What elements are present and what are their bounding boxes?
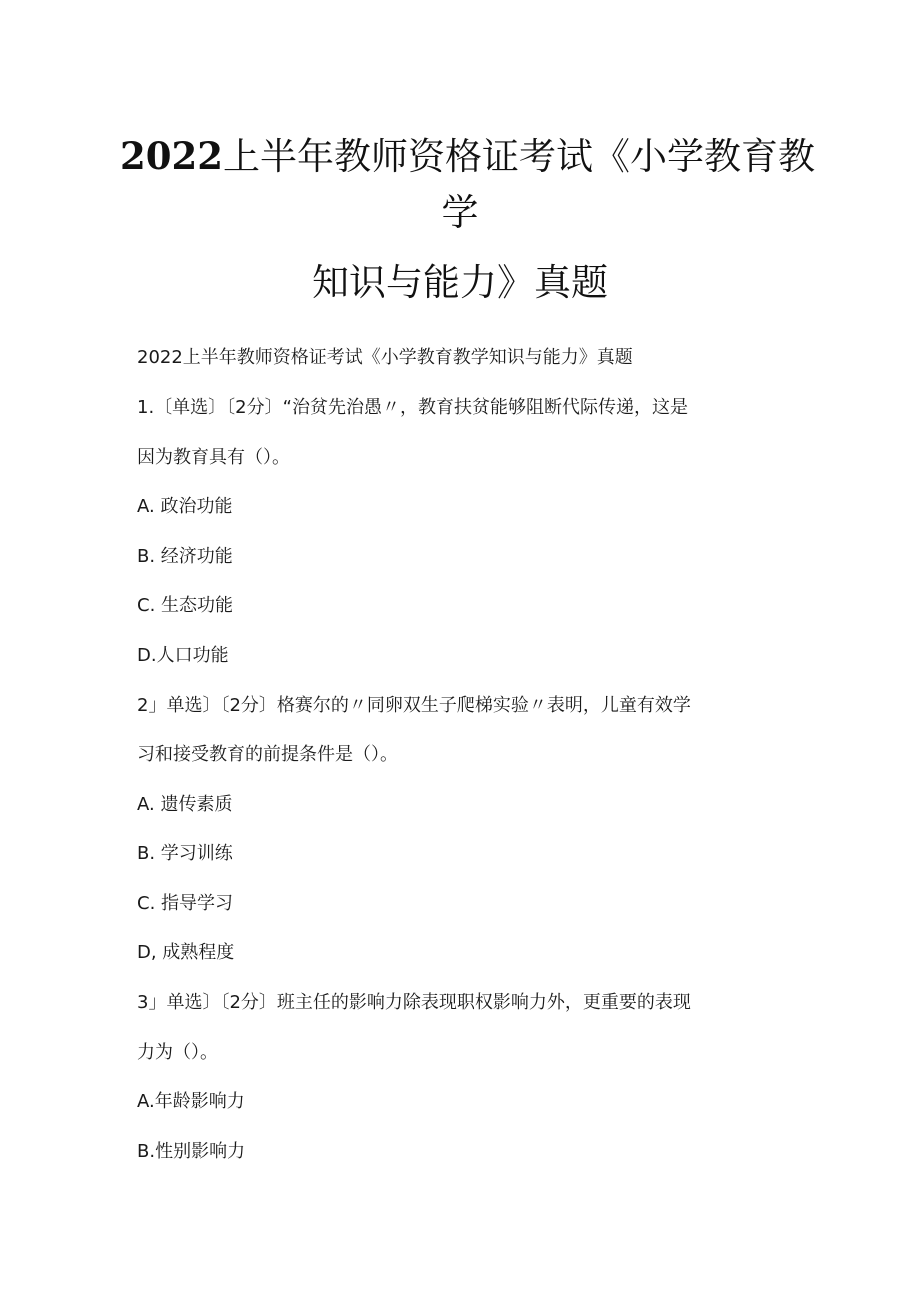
question-1-option-d: D.人口功能 bbox=[137, 645, 229, 666]
question-1-stem-line-2: 因为教育具有（）。 bbox=[137, 447, 290, 468]
question-2-option-b: B. 学习训练 bbox=[137, 843, 233, 864]
question-3-option-a: A.年龄影响力 bbox=[137, 1091, 245, 1112]
question-1-stem-line-1: 1.〔单选〕〔2分〕“治贫先治愚〃，教育扶贫能够阻断代际传递，这是 bbox=[137, 397, 688, 418]
document-title-line-1 bbox=[120, 134, 815, 178]
question-2-stem-line-2: 习和接受教育的前提条件是（）。 bbox=[137, 744, 398, 765]
title-text: 上半年教师资格证考试《小学教育教 bbox=[222, 135, 815, 178]
question-2-option-d: D, 成熟程度 bbox=[137, 942, 235, 963]
question-1-option-a: A. 政治功能 bbox=[137, 496, 233, 517]
question-1-option-c: C. 生态功能 bbox=[137, 595, 234, 616]
question-2-stem-line-1: 2」单选〕〔2分〕格赛尔的〃同卵双生子爬梯实验〃表明，儿童有效学 bbox=[137, 695, 691, 716]
question-3-stem-line-1: 3」单选〕〔2分〕班主任的影响力除表现职权影响力外，更重要的表现 bbox=[137, 992, 691, 1013]
document-subtitle: 2022上半年教师资格证考试《小学教育教学知识与能力》真题 bbox=[137, 347, 633, 368]
question-2-option-c: C. 指导学习 bbox=[137, 893, 234, 914]
title-year: 2022 bbox=[120, 134, 223, 178]
document-title-line-3: 知识与能力》真题 bbox=[312, 261, 608, 304]
question-1-option-b: B. 经济功能 bbox=[137, 546, 233, 567]
question-3-stem-line-2: 力为（）。 bbox=[137, 1042, 218, 1063]
question-2-option-a: A. 遗传素质 bbox=[137, 794, 233, 815]
document-title-line-2: 学 bbox=[441, 191, 479, 234]
question-3-option-b: B.性别影响力 bbox=[137, 1141, 246, 1162]
